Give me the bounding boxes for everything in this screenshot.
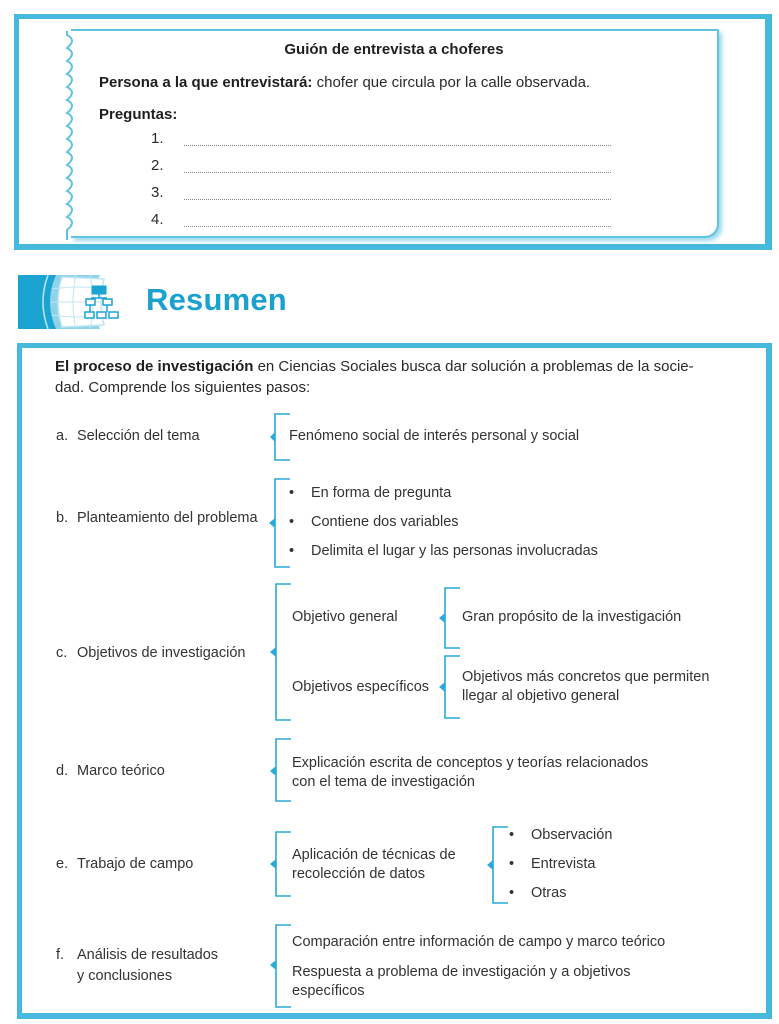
interviewee-line — [99, 74, 590, 91]
question-row — [151, 211, 611, 231]
question-number: 3. — [151, 184, 164, 201]
intro-line-2: dad. Comprende los siguientes pasos: — [55, 379, 311, 396]
step-d-detail-1: Explicación escrita de conceptos y teorías relacionados — [292, 755, 649, 771]
step-f-label-2: y conclusiones — [77, 968, 173, 984]
question-answer-line[interactable] — [184, 226, 611, 227]
interview-note-card — [71, 29, 719, 238]
questions-label: Preguntas: — [99, 106, 178, 123]
step-a-detail: Fenómeno social de interés personal y social — [289, 428, 580, 444]
step-e-label: e. Trabajo de campo — [56, 856, 194, 872]
interview-title: Guión de entrevista a choferes — [284, 41, 504, 58]
step-f-detail-1: Comparación entre información de campo y marco teórico — [292, 934, 666, 950]
summary-intro — [55, 356, 745, 398]
interviewee-value: chofer que circula por la calle observada. — [312, 74, 591, 91]
notebook-scallop-edge — [65, 31, 79, 240]
step-e-bullet: • Entrevista — [509, 856, 596, 872]
objective-general-detail: Gran propósito de la investigación — [462, 609, 682, 625]
question-row — [151, 157, 611, 177]
intro-bold: El proceso de investigación — [55, 358, 254, 375]
step-c-label: c. Objetivos de investigación — [56, 645, 246, 661]
summary-title: Resumen — [146, 282, 287, 317]
bracket-step-e-techniques — [484, 826, 510, 904]
bracket-step-e — [267, 831, 293, 897]
question-answer-line[interactable] — [184, 172, 611, 173]
step-f-detail-2: Respuesta a problema de investigación y a objetivos — [292, 964, 631, 980]
question-answer-line[interactable] — [184, 145, 611, 146]
step-e-bullet: • Otras — [509, 885, 567, 901]
step-e-detail-2: recolección de datos — [292, 866, 425, 882]
step-e-bullet: • Observación — [509, 827, 613, 843]
question-number: 2. — [151, 157, 164, 174]
intro-rest: en Ciencias Sociales busca dar solución a problemas de la socie- — [253, 358, 694, 375]
bracket-step-f — [267, 924, 293, 1008]
objective-specific-detail-2: llegar al objetivo general — [462, 688, 620, 704]
step-d-label: d. Marco teórico — [56, 763, 165, 779]
objective-general-label: Objetivo general — [292, 609, 398, 625]
step-b-bullet: • En forma de pregunta — [289, 485, 452, 501]
step-f-detail-3: específicos — [292, 983, 365, 999]
step-b-bullet: • Delimita el lugar y las personas involucradas — [289, 543, 598, 559]
step-a-label: a. Selección del tema — [56, 428, 200, 444]
step-e-detail-1: Aplicación de técnicas de — [292, 847, 456, 863]
question-row — [151, 184, 611, 204]
interviewee-label: Persona a la que entrevistará: — [99, 74, 313, 91]
objective-specific-label: Objetivos específicos — [292, 679, 430, 695]
step-b-label: b. Planteamiento del problema — [56, 510, 258, 526]
question-number: 4. — [151, 211, 164, 228]
step-d-detail-2: con el tema de investigación — [292, 774, 475, 790]
bracket-step-c — [267, 583, 293, 721]
bracket-objective-general — [436, 587, 462, 649]
objective-specific-detail-1: Objetivos más concretos que permiten — [462, 669, 710, 685]
bracket-step-d — [267, 738, 293, 802]
step-f-label: f. Análisis de resultados — [56, 947, 219, 963]
question-row — [151, 130, 611, 150]
concept-map-globe-icon — [18, 275, 124, 329]
question-answer-line[interactable] — [184, 199, 611, 200]
step-b-bullet: • Contiene dos variables — [289, 514, 459, 530]
bracket-objective-specific — [436, 655, 462, 719]
question-number: 1. — [151, 130, 164, 147]
